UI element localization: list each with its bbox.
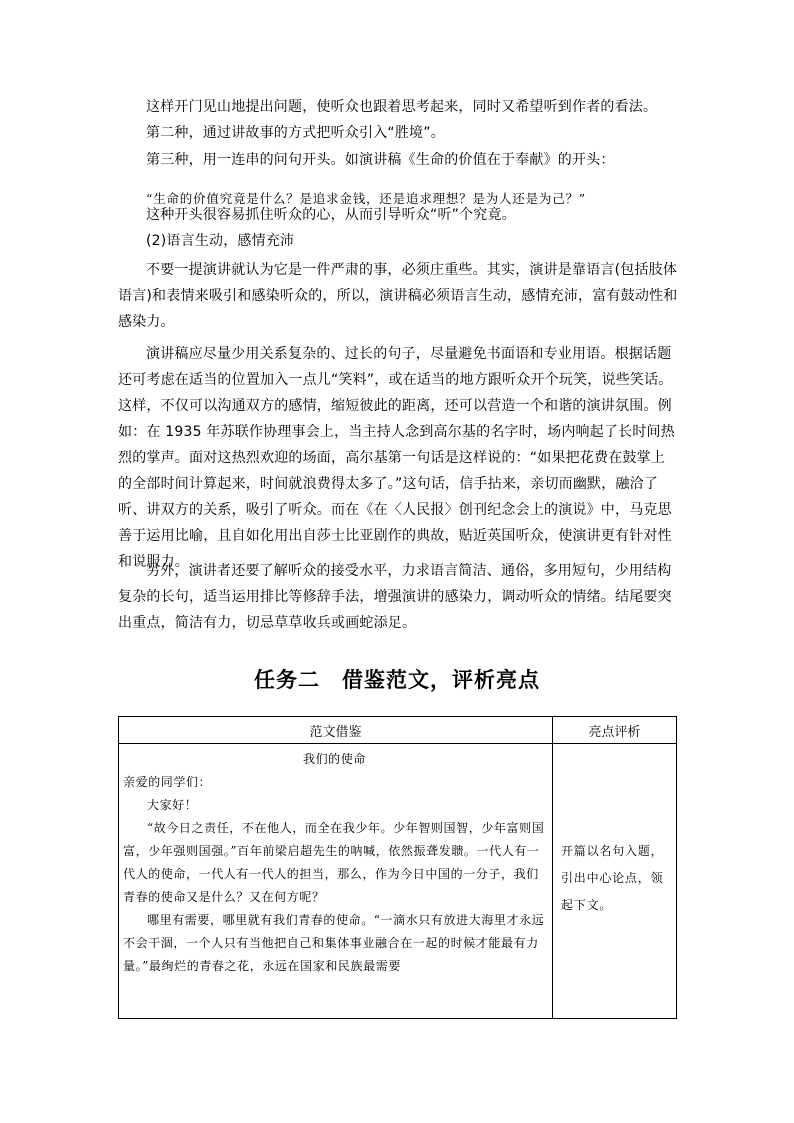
essay-paragraph: “故今日之责任，不在他人，而全在我少年。少年智则国智，少年富则国富，少年强则国强。”百年前梁启超先生的呐喊，依然振聋发聩。一代人有一代人的使命，一代人有一代人的担当，那么，作为今日中国的一分子，我们青春的使命又是什么？又在何方呢？ [123,821,545,904]
essay-title: 我们的使命 [302,752,366,766]
salutation: 亲爱的同学们： [123,775,212,789]
header-example: 范文借鉴 [119,717,553,744]
paragraph: 这样开门见山地提出问题，使听众也跟着思考起来，同时又希望听到作者的看法。 [146,99,658,115]
section-heading: (2)语言生动，感情充沛 [146,233,295,249]
essay-paragraph: 哪里有需要，哪里就有我们青春的使命。“一滴水只有放进大海里才永远不会干涸，一个人只有当他把自己和集体事业融合在一起的时候才能最有力量。”最绚烂的青春之花，永远在国家和民族最需要 [123,913,545,973]
comment-cell [553,744,677,1019]
task-title: 任务二 借鉴范文，评析亮点 [254,667,540,692]
paragraph: 不要一提演讲就认为它是一件严肃的事，必须庄重些。其实，演讲是靠语言(包括肢体语言)和表情来吸引和感染听众的，所以，演讲稿必须语言生动，感情充沛，富有鼓动性和感染力。 [118,262,678,330]
paragraph: 第三种，用一连串的问句开头。如演讲稿《生命的价值在于奉献》的开头： [146,152,615,168]
example-table [118,716,677,1019]
header-comment: 亮点评析 [553,717,677,744]
paragraph: 这种开头很容易抓住听众的心，从而引导听众“听”个究竟。 [146,207,516,223]
paragraph: 第二种，通过讲故事的方式把听众引入“胜境”。 [146,125,445,141]
greeting: 大家好！ [147,798,198,812]
paragraph: 演讲稿应尽量少用关系复杂的、过长的句子，尽量避免书面语和专业用语。根据话题还可考虑在适当的位置加入一点儿“笑料”，或在适当的地方跟听众开个玩笑，说些笑话。这样，不仅可以沟通双方的感情，缩短彼此的距离，还可以营造一个和谐的演讲氛围。例如：在 1935 年苏联作协理事会上，当主持人念到高尔基的名字时，场内响起了长时间热烈的掌声。面对这热烈欢迎的场面，高尔基第一句话是这样说的：“如果把花费在鼓掌上的全部时间计算起来，时间就浪费得太多了。”这句话，信手拈来，亲切而幽默，融洽了听、讲双方的关系，吸引了听众。而在《在〈人民报〉创刊纪念会上的演说》中，马克思善于运用比喻，且自如化用出自莎士比亚剧作的典故，贴近英国听众，使演讲更有针对性和说服力。 [118,346,675,570]
comment-text: 开篇以名句入题，引出中心论点，领起下文。 [561,844,664,912]
quote-line: “生命的价值究竟是什么？是追求金钱，还是追求理想？是为人还是为己？” [146,190,586,206]
essay-cell [119,744,553,1019]
paragraph: 另外，演讲者还要了解听众的接受水平，力求语言简洁、通俗，多用短句，少用结构复杂的长句，适当运用排比等修辞手法，增强演讲的感染力，调动听众的情绪。结尾要突出重点，简洁有力，切忌草草收兵或画蛇添足。 [118,563,672,631]
